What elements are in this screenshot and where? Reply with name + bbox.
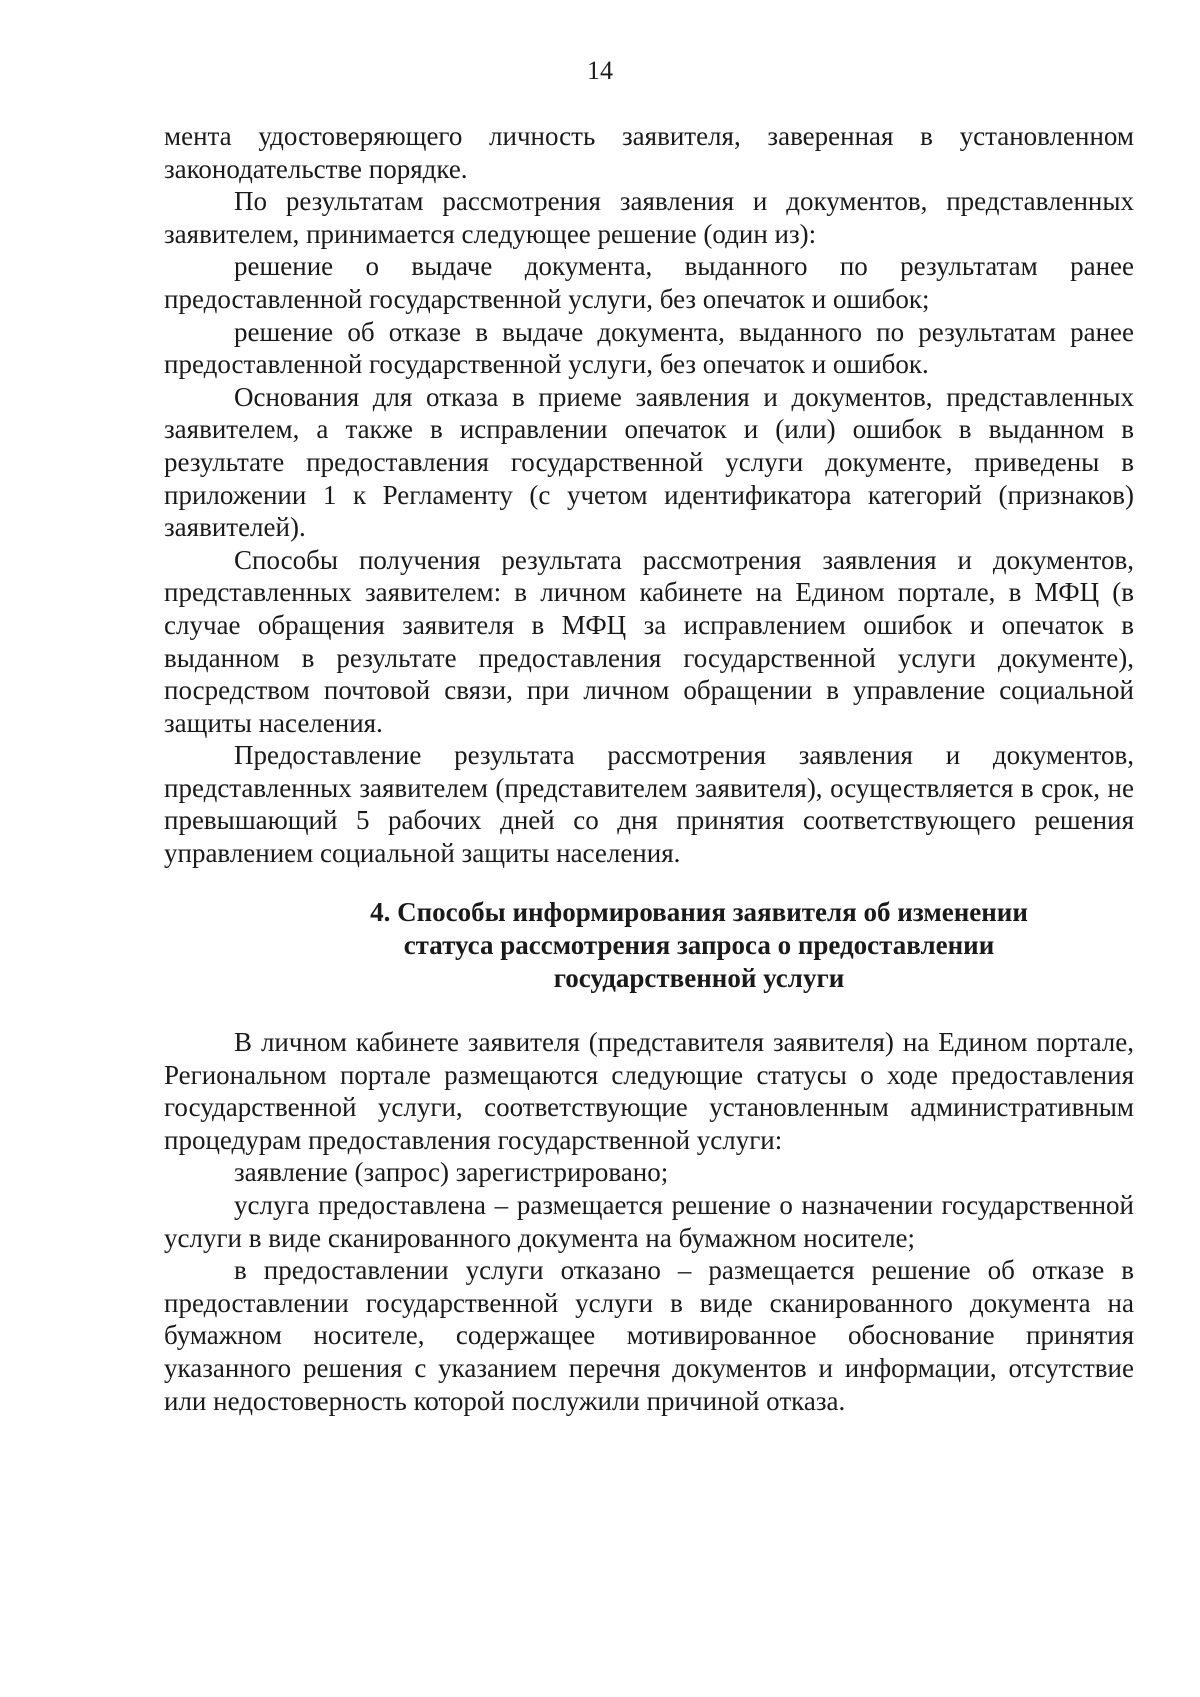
paragraph-result-methods: Способы получения результата рассмотрения заявления и документов, представленных заявителем: в личном кабинете на Едином портале, в МФЦ (в случае обращения заявителя в МФЦ за исправлением ошибок и опечаток в выданном в результате предоставления государственной услуги документе), посредством почтовой связи, при личном обращении в управление социальной защиты населения.: [164, 544, 1134, 738]
paragraph-refusal-grounds: Основания для отказа в приеме заявления и документов, представленных заявителем, а также в исправлении опечаток и (или) ошибок в выданном в результате предоставления государственной услуги документе, приведены в приложении 1 к Регламенту (с учетом идентификатора категорий (признаков) заявителей).: [164, 381, 1134, 543]
section-heading-line: статуса рассмотрения запроса о предоставлении: [403, 930, 995, 960]
section-heading-line: 4. Способы информирования заявителя об изменении: [370, 897, 1028, 927]
paragraph-continuation: мента удостоверяющего личность заявителя, заверенная в установленном законодательстве порядке.: [164, 121, 1134, 184]
section-text: [164, 1026, 1134, 1417]
paragraph-status-refused: в предоставлении услуги отказано – размещается решение об отказе в предоставлении государственной услуги в виде сканированного документа на бумажном носителе, содержащее мотивированное обоснование принятия указанного решения с указанием перечня документов и информации, отсутствие или недостоверность которой послужили причиной отказа.: [164, 1255, 1134, 1416]
paragraph-decision-refusal: решение об отказе в выдаче документа, выданного по результатам ранее предоставленной государственной услуги, без опечаток и ошибок.: [164, 316, 1134, 380]
section-heading: [164, 896, 1200, 995]
paragraph-decision-issue: решение о выдаче документа, выданного по результатам ранее предоставленной государственной услуги, без опечаток и ошибок;: [164, 251, 1134, 314]
page-number: 14: [587, 56, 613, 85]
paragraph-status-provided: услуга предоставлена – размещается решение о назначении государственной услуги в виде сканированного документа на бумажном носителе;: [164, 1189, 1134, 1253]
body-text: [164, 120, 1134, 870]
paragraph-status-registered: заявление (запрос) зарегистрировано;: [234, 1157, 669, 1188]
paragraph-status-intro: В личном кабинете заявителя (представителя заявителя) на Едином портале, Региональном портале размещаются следующие статусы о ходе предоставления государственной услуги, соответствующие установленным административным процедурам предоставления государственной услуги:: [164, 1027, 1134, 1155]
section-heading-line: государственной услуги: [553, 963, 845, 993]
paragraph-result-deadline: Предоставление результата рассмотрения заявления и документов, представленных заявителем (представителем заявителя), осуществляется в срок, не превышающий 5 рабочих дней со дня принятия соответствующего решения управлением социальной защиты населения.: [164, 740, 1134, 869]
paragraph-decision-intro: По результатам рассмотрения заявления и документов, представленных заявителем, принимается следующее решение (один из):: [164, 186, 1134, 249]
